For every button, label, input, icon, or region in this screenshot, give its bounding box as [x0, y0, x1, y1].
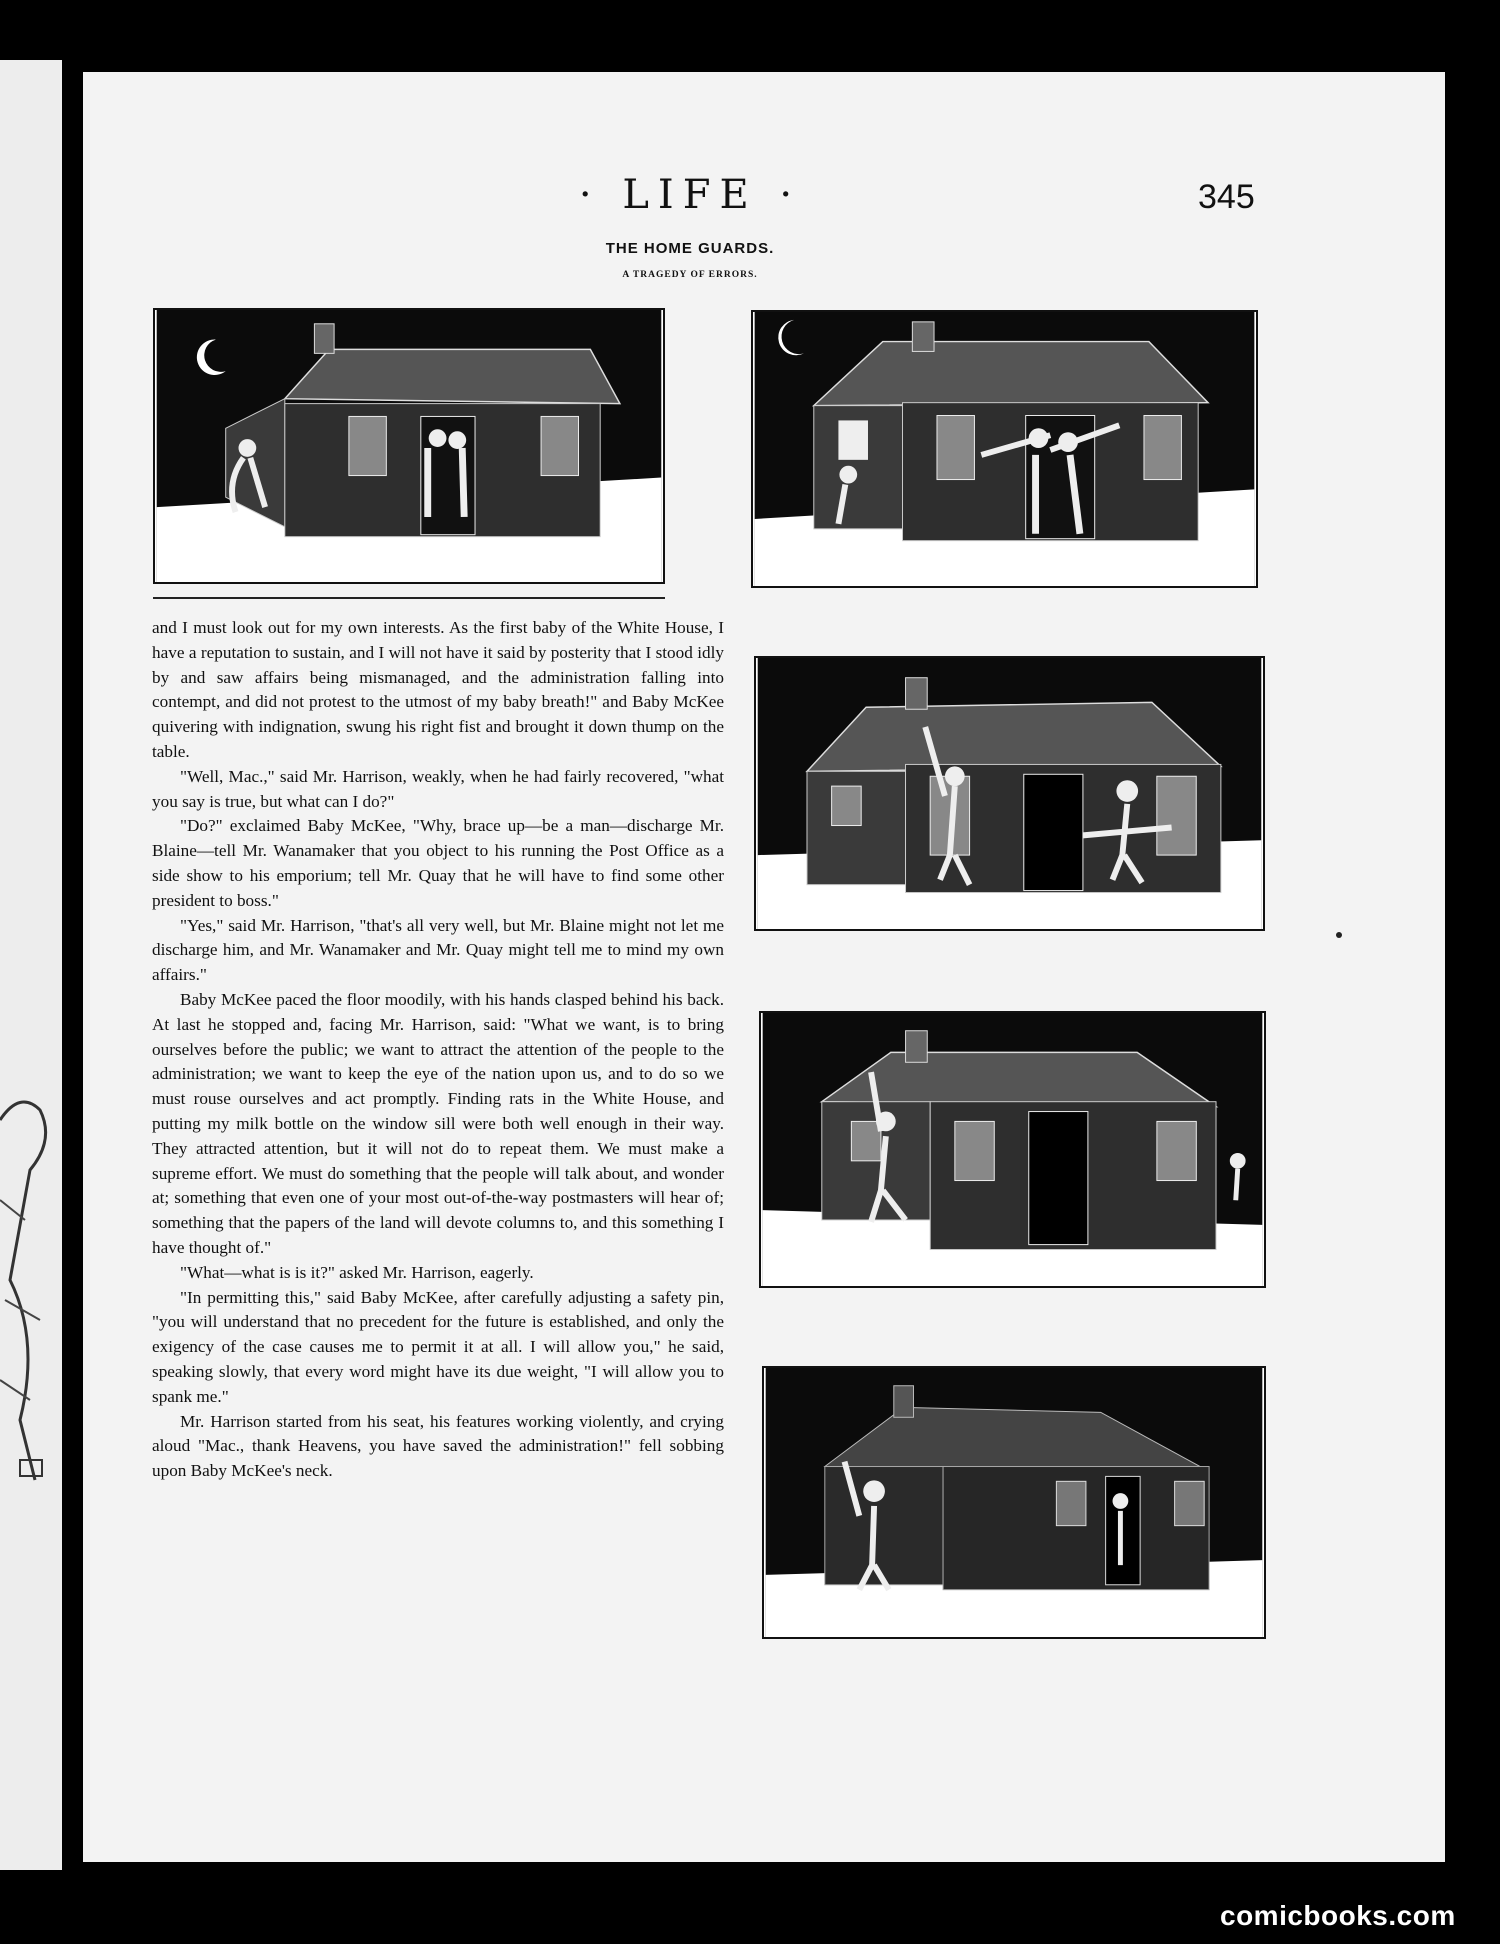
article-paragraph: "What—what is is it?" asked Mr. Harrison, eagerly. — [180, 1262, 534, 1282]
article-paragraph: "In permitting this," said Baby McKee, after carefully adjusting a safety pin, "you will understand that no precedent for the future is established, and only the exigency of the case causes me to permit it at all. I will allow you," he said, speaking slowly, that every word might have its due weight, "I will allow you to spank me." — [152, 1287, 724, 1406]
magazine-title: · LIFE · — [578, 172, 802, 218]
panel-4-illustration — [761, 1013, 1264, 1286]
previous-page-edge — [0, 60, 62, 1870]
panel-5-illustration — [764, 1368, 1264, 1637]
article-paragraph: "Do?" exclaimed Baby McKee, "Why, brace up—be a man—discharge Mr. Blaine—tell Mr. Wanamaker that you object to his running the Post Office as a side show to his emporium; tell Mr. Quay that he will have to find some other president to boss." — [152, 816, 724, 910]
article-paragraph: "Well, Mac.," said Mr. Harrison, weakly, when he had fairly recovered, "what you say is true, but what can I do?" — [152, 766, 724, 811]
article-body — [152, 616, 724, 1484]
panel-2-illustration — [753, 312, 1256, 586]
comic-panel-3 — [754, 656, 1265, 931]
story-title: THE HOME GUARDS. — [605, 240, 775, 257]
print-speck — [1336, 932, 1342, 938]
comic-panel-4 — [759, 1011, 1266, 1288]
article-paragraph: and I must look out for my own interests. As the first baby of the White House, I have a reputation to sustain, and I will not have it said by posterity that I stood idly by and saw affairs being mismanaged, and the administration falling into contempt, and did not protest to the utmost of my baby breath!" and Baby McKee quivering with indignation, swung his right fist and brought it down thump on the table. — [152, 618, 724, 761]
article-paragraph: "Yes," said Mr. Harrison, "that's all very well, but Mr. Blaine might not let me discharge him, and Mr. Wanamaker and Mr. Quay might tell me to mind my own affairs." — [152, 915, 724, 985]
article-paragraph: Mr. Harrison started from his seat, his features working violently, and crying aloud "Mac., thank Heavens, you have saved the administration!" fell sobbing upon Baby McKee's neck. — [152, 1411, 724, 1481]
panel-3-illustration — [756, 658, 1263, 929]
article-paragraph: Baby McKee paced the floor moodily, with his hands clasped behind his back. At last he stopped and, facing Mr. Harrison, said: "What we want, is to bring ourselves before the public; we want to attract the attention of the people to the administration; we want to keep the eye of the nation upon us, and to do so we must rouse ourselves and act promptly. Finding rats in the White House, and putting my milk bottle on the window sill were both well enough in their way. They attracted attention, but it will not do to repeat them. We must make a supreme effort. We must do something that the people will talk about, and wonder at; something that even one of your most out-of-the-way postmasters will hear of; something that the papers of the land will devote columns to, and this something I have thought of." — [152, 989, 724, 1257]
story-subtitle: A TRAGEDY OF ERRORS. — [622, 270, 758, 280]
comic-panel-2 — [751, 310, 1258, 588]
comic-panel-1 — [153, 308, 665, 584]
comic-panel-5 — [762, 1366, 1266, 1639]
site-watermark[interactable]: comicbooks.com — [1220, 1900, 1456, 1931]
previous-page-sketch — [0, 1080, 62, 1500]
panel-divider-rule — [153, 597, 665, 599]
page-number: 345 — [1198, 178, 1255, 216]
panel-1-illustration — [155, 310, 663, 582]
